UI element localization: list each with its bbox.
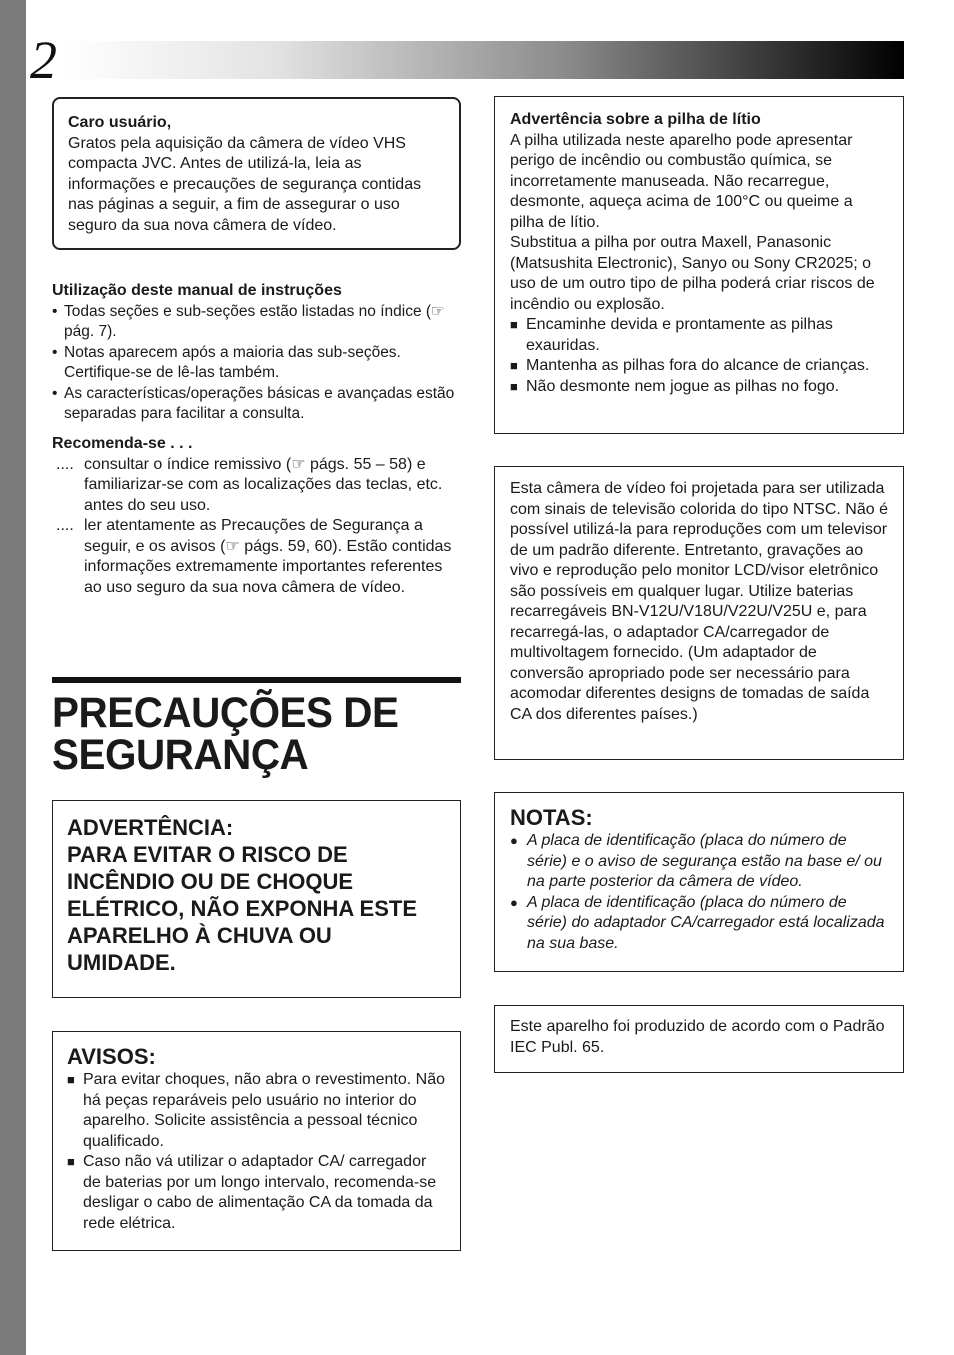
list-item bbox=[52, 455, 464, 517]
list-item: ■ Para evitar choques, não abra o revestimento. Não há peças reparáveis pelo usuário no interior do aparelho. Solicite assistência a pessoal técnico qualificado. bbox=[67, 1070, 446, 1152]
welcome-title: Caro usuário, bbox=[68, 114, 172, 131]
section-title bbox=[52, 689, 447, 779]
page-number: 2 bbox=[30, 30, 57, 90]
lithium-text1: A pilha utilizada neste aparelho pode apresentar perigo de incêndio ou combustão química, se incorretamente manuseada. Não recarregue, desmonte, aqueça acima de 100°C ou queime a pilha de lítio. bbox=[510, 131, 853, 231]
page-edge-bar bbox=[0, 0, 26, 1355]
list-item: ■ Encaminhe devida e prontamente as pilhas exauridas. bbox=[510, 315, 889, 356]
lithium-title: Advertência sobre a pilha de lítio bbox=[510, 111, 761, 128]
warning-heading: ADVERTÊNCIA: bbox=[67, 815, 234, 840]
header-gradient-bar bbox=[62, 41, 904, 79]
section-title-line2: SEGURANÇA bbox=[52, 731, 309, 779]
avisos-heading: AVISOS: bbox=[67, 1044, 156, 1069]
list-item-text: consultar o índice remissivo (☞ págs. 55 – 58) e familiarizar-se com as localizações das teclas, etc. antes do seu uso. bbox=[84, 455, 443, 514]
iec-text: Este aparelho foi produzido de acordo com o Padrão IEC Publ. 65. bbox=[510, 1018, 885, 1056]
list-item: ■ Mantenha as pilhas fora do alcance de crianças. bbox=[510, 356, 889, 377]
notas-heading: NOTAS: bbox=[510, 805, 593, 830]
manual-usage-title: Utilização deste manual de instruções bbox=[52, 282, 342, 299]
recommend-title: Recomenda-se . . . bbox=[52, 435, 193, 452]
warning-box bbox=[52, 800, 461, 998]
section-title-line1: PRECAUÇÕES DE bbox=[52, 689, 399, 737]
manual-usage-section bbox=[52, 281, 464, 425]
iec-box bbox=[494, 1005, 904, 1073]
notas-box bbox=[494, 792, 904, 972]
dots-marker: .... bbox=[56, 517, 74, 534]
avisos-list bbox=[67, 1070, 446, 1234]
lithium-list bbox=[510, 315, 889, 397]
dots-marker: .... bbox=[56, 455, 74, 473]
ntsc-text: Esta câmera de vídeo foi projetada para ser utilizada com sinais de televisão colorida do tipo NTSC. Não é possível utilizá-la para reproduções com um televisor de um padrão diferente. Entretanto, gravações ao vivo e reprodução pelo monitor LCD/visor eletrônico são possíveis em qualquer lugar. Utilize baterias recarregáveis BN-V12U/V18U/V22U/V25U e, para recarregá-las, o adaptador CA/carregador de multivoltagem fornecido. (Um adaptador de conversão apropriado pode ser necessário para acomodar diferentes designs de tomadas de saída CA dos diferentes países.) bbox=[510, 480, 888, 723]
notas-list bbox=[510, 831, 889, 954]
ntsc-box bbox=[494, 466, 904, 760]
manual-usage-list bbox=[52, 302, 464, 425]
lithium-box bbox=[494, 96, 904, 434]
list-item-text: ler atentamente as Precauções de Segurança a seguir, e os avisos (☞ págs. 59, 60). Estão contidas informações extremamente importantes referentes ao uso seguro da sua nova câmera de vídeo. bbox=[84, 517, 452, 596]
lithium-text2: Substitua a pilha por outra Maxell, Panasonic (Matsushita Electronic), Sanyo ou Sony CR2025; o uso de um outro tipo de pilha poderá criar riscos de incêndio ou explosão. bbox=[510, 234, 875, 313]
list-item: ● A placa de identificação (placa do número de série) e o aviso de segurança estão na base e/ ou na parte posterior da câmera de vídeo. bbox=[510, 831, 889, 893]
list-item: • As características/operações básicas e avançadas estão separadas para facilitar a consulta. bbox=[52, 384, 464, 425]
list-item: • Todas seções e sub-seções estão listadas no índice (☞ pág. 7). bbox=[52, 302, 464, 343]
list-item bbox=[52, 516, 464, 598]
recommend-list bbox=[52, 455, 464, 599]
warning-text: PARA EVITAR O RISCO DE INCÊNDIO OU DE CHOQUE ELÉTRICO, NÃO EXPONHA ESTE APARELHO À CHUVA OU UMIDADE. bbox=[67, 842, 418, 975]
welcome-box bbox=[52, 97, 461, 250]
avisos-box bbox=[52, 1031, 461, 1251]
welcome-text: Gratos pela aquisição da câmera de vídeo VHS compacta JVC. Antes de utilizá-la, leia as informações e precauções de segurança contidas nas páginas a seguir, a fim de assegurar o uso seguro da sua nova câmera de vídeo. bbox=[68, 134, 422, 234]
list-item: ● A placa de identificação (placa do número de série) do adaptador CA/carregador está localizada na sua base. bbox=[510, 893, 889, 955]
title-rule bbox=[52, 677, 461, 683]
list-item: ■ Caso não vá utilizar o adaptador CA/ carregador de baterias por um longo intervalo, recomenda-se desligar o cabo de alimentação CA da tomada da rede elétrica. bbox=[67, 1152, 446, 1234]
list-item: • Notas aparecem após a maioria das sub-seções. Certifique-se de lê-las também. bbox=[52, 343, 464, 384]
list-item: ■ Não desmonte nem jogue as pilhas no fogo. bbox=[510, 377, 889, 398]
recommend-section bbox=[52, 434, 464, 598]
